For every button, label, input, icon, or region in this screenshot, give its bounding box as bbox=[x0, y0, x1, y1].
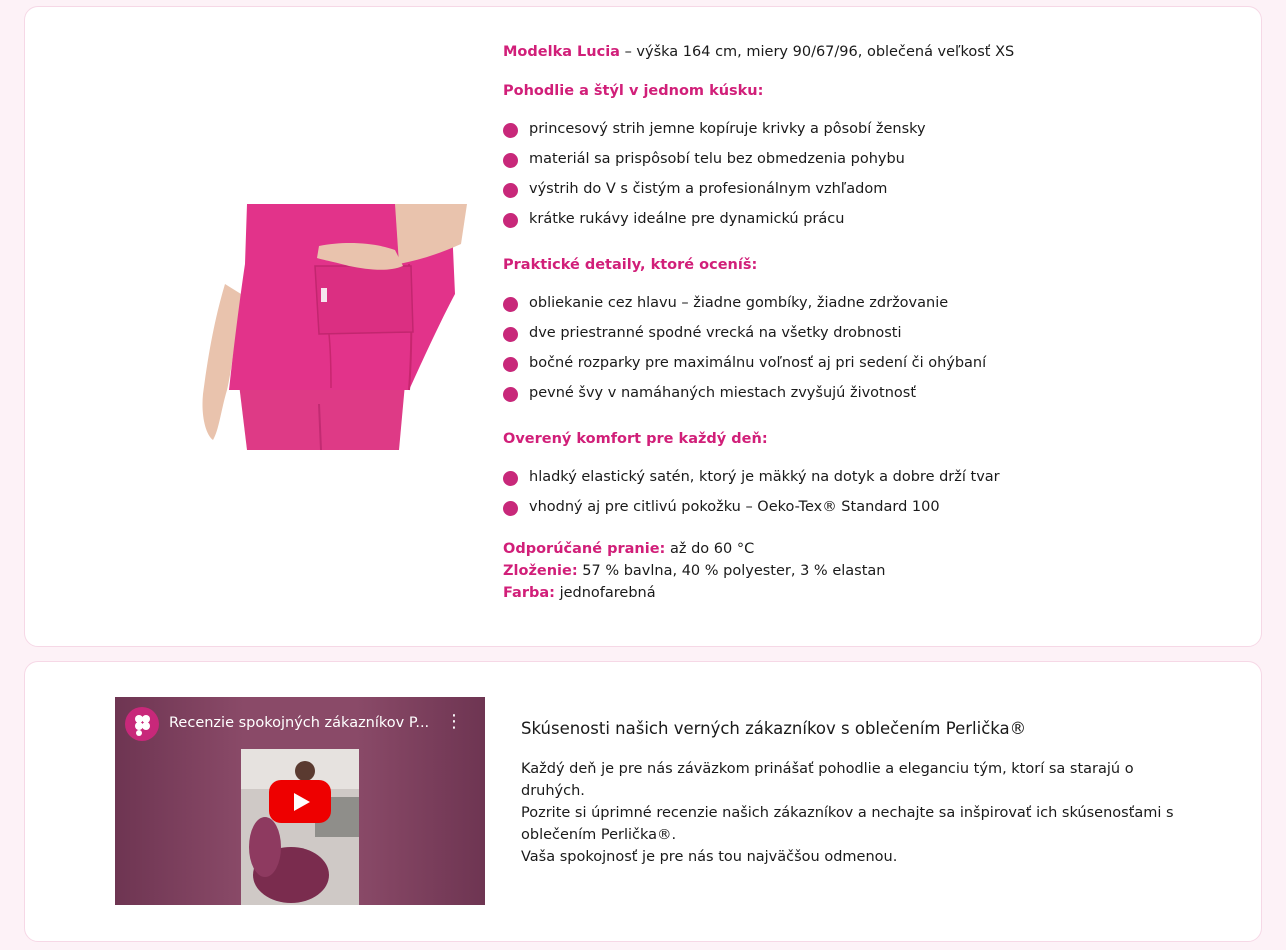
list-item bbox=[503, 118, 1223, 148]
list-item-text: výstrih do V s čistým a profesionálnym vzhľadom bbox=[529, 181, 888, 197]
list-item-text: bočné rozparky pre maximálnu voľnosť aj pri sedení či ohýbaní bbox=[529, 355, 987, 371]
list-item-text: vhodný aj pre citlivú pokožku – Oeko-Tex® Standard 100 bbox=[529, 499, 940, 515]
list-item bbox=[503, 466, 1223, 496]
list-item bbox=[503, 292, 1223, 322]
bullet-dot-icon bbox=[503, 471, 518, 486]
spec-label: Zloženie: bbox=[503, 563, 578, 579]
reviews-heading: Skúsenosti našich verných zákazníkov s oblečením Perlička® bbox=[521, 719, 1027, 738]
list-item-text: krátke rukávy ideálne pre dynamickú prácu bbox=[529, 211, 845, 227]
model-label: Modelka Lucia bbox=[503, 44, 620, 60]
list-item bbox=[503, 352, 1223, 382]
section-title-everyday-comfort: Overený komfort pre každý deň: bbox=[503, 431, 768, 447]
bullet-dot-icon bbox=[503, 213, 518, 228]
model-info bbox=[503, 41, 1223, 63]
bullet-dot-icon bbox=[503, 501, 518, 516]
reviews-card bbox=[24, 661, 1262, 942]
list-item bbox=[503, 148, 1223, 178]
bullet-dot-icon bbox=[503, 123, 518, 138]
more-vertical-icon[interactable]: ⋮ bbox=[445, 711, 463, 732]
list-item bbox=[503, 178, 1223, 208]
spec-value: až do 60 °C bbox=[665, 541, 755, 557]
list-item-text: dve priestranné spodné vrecká na všetky drobnosti bbox=[529, 325, 902, 341]
list-item-text: hladký elastický satén, ktorý je mäkký na dotyk a dobre drží tvar bbox=[529, 469, 1000, 485]
spec-label: Farba: bbox=[503, 585, 555, 601]
bullet-dot-icon bbox=[503, 183, 518, 198]
product-details bbox=[503, 41, 1223, 604]
bullet-dot-icon bbox=[503, 357, 518, 372]
product-image[interactable] bbox=[199, 204, 477, 450]
product-specs bbox=[503, 538, 1223, 604]
spec-value: 57 % bavlna, 40 % polyester, 3 % elastan bbox=[577, 563, 886, 579]
play-icon[interactable] bbox=[269, 780, 331, 823]
reviews-paragraph-1: Každý deň je pre nás záväzkom prinášať pohodlie a eleganciu tým, ktorí sa starajú o druhých. bbox=[521, 761, 1134, 799]
reviews-text bbox=[521, 718, 1181, 868]
spec-value: jednofarebná bbox=[554, 585, 656, 601]
list-item-text: obliekanie cez hlavu – žiadne gombíky, žiadne zdržovanie bbox=[529, 295, 949, 311]
list-item-text: materiál sa prispôsobí telu bez obmedzenia pohybu bbox=[529, 151, 905, 167]
comfort-list bbox=[503, 118, 1223, 238]
list-item bbox=[503, 208, 1223, 238]
spec-composition bbox=[503, 560, 1223, 582]
everyday-comfort-list bbox=[503, 466, 1223, 526]
bullet-dot-icon bbox=[503, 297, 518, 312]
spec-color bbox=[503, 582, 1223, 604]
product-description-card bbox=[24, 6, 1262, 647]
perlicka-logo-icon[interactable] bbox=[125, 707, 159, 741]
spec-washing bbox=[503, 538, 1223, 560]
section-title-details: Praktické detaily, ktoré oceníš: bbox=[503, 257, 758, 273]
reviews-paragraph-2: Pozrite si úprimné recenzie našich zákazníkov a nechajte sa inšpirovať ich skúsenosťami s oblečením Perlička®. bbox=[521, 805, 1174, 843]
youtube-video-player[interactable] bbox=[115, 697, 485, 905]
bullet-dot-icon bbox=[503, 387, 518, 402]
details-list bbox=[503, 292, 1223, 412]
model-measurements: – výška 164 cm, miery 90/67/96, oblečená veľkosť XS bbox=[619, 44, 1015, 60]
bullet-dot-icon bbox=[503, 153, 518, 168]
scrub-top-illustration bbox=[199, 204, 477, 450]
list-item bbox=[503, 322, 1223, 352]
video-title[interactable]: Recenzie spokojných zákazníkov P... bbox=[169, 715, 430, 731]
spec-label: Odporúčané pranie: bbox=[503, 541, 666, 557]
list-item-text: princesový strih jemne kopíruje krivky a pôsobí žensky bbox=[529, 121, 926, 137]
bullet-dot-icon bbox=[503, 327, 518, 342]
section-title-comfort: Pohodlie a štýl v jednom kúsku: bbox=[503, 83, 764, 99]
reviews-paragraph-3: Vaša spokojnosť je pre nás tou najväčšou odmenou. bbox=[521, 849, 898, 865]
list-item bbox=[503, 496, 1223, 526]
list-item bbox=[503, 382, 1223, 412]
list-item-text: pevné švy v namáhaných miestach zvyšujú životnosť bbox=[529, 385, 917, 401]
